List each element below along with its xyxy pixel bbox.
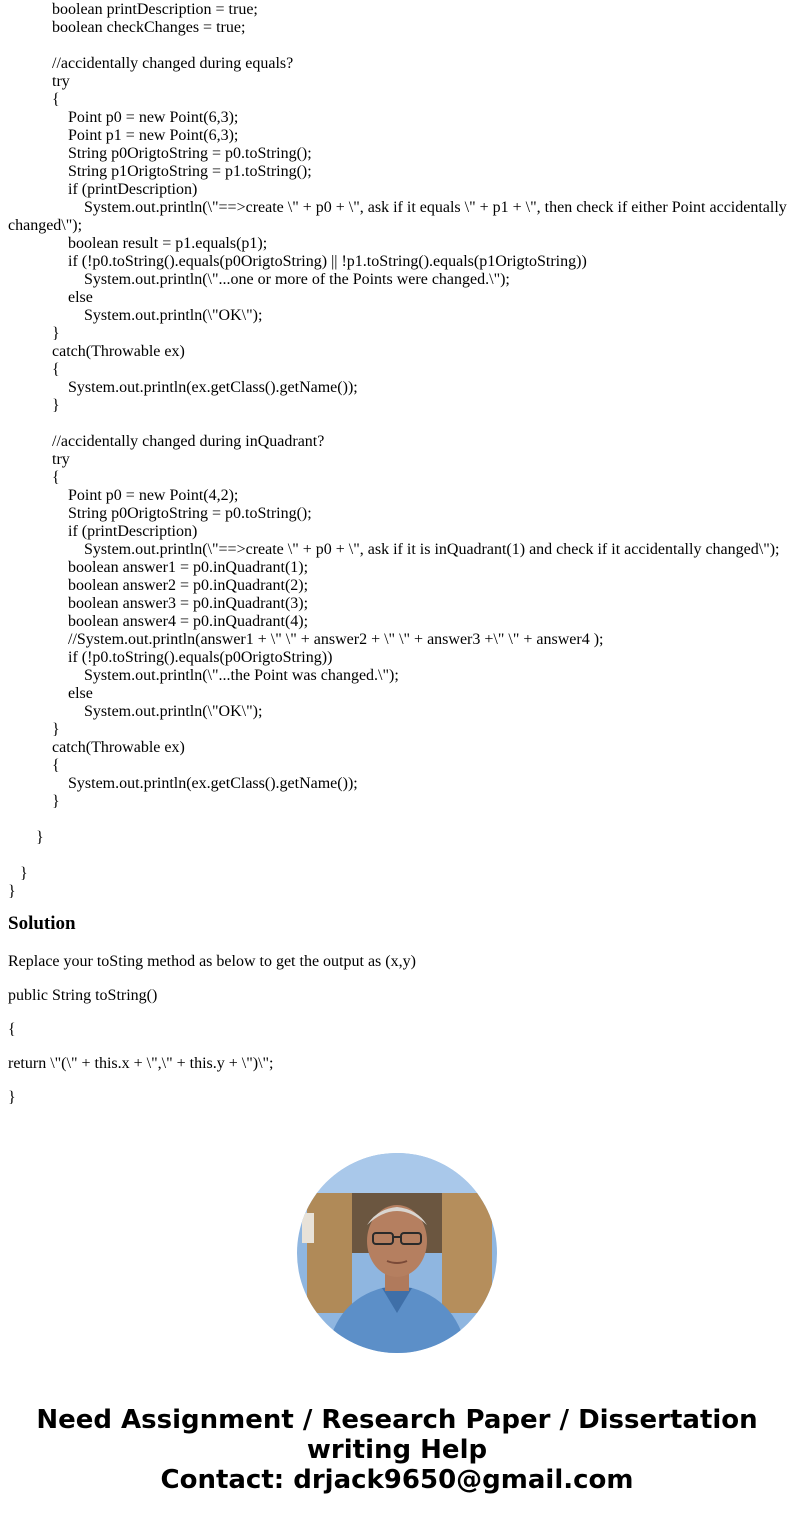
- code-line: System.out.println(ex.getClass().getName());: [8, 775, 358, 792]
- code-line: {: [8, 757, 60, 774]
- code-line: boolean answer1 = p0.inQuadrant(1);: [8, 559, 309, 576]
- code-line: System.out.println(\"OK\");: [8, 703, 263, 720]
- code-line: {: [8, 361, 60, 378]
- code-line: Point p0 = new Point(6,3);: [8, 109, 239, 126]
- solution-code-line: }: [8, 1089, 16, 1106]
- code-line: //accidentally changed during equals?: [8, 55, 294, 72]
- code-line: System.out.println(\"OK\");: [8, 307, 263, 324]
- code-line: }: [8, 829, 44, 846]
- code-line: }: [8, 883, 16, 900]
- solution-code-line: public String toString(): [8, 987, 158, 1004]
- code-line: System.out.println(\"...the Point was changed.\");: [8, 667, 399, 684]
- code-line: String p0OrigtoString = p0.toString();: [8, 505, 312, 522]
- author-photo: [297, 1153, 497, 1353]
- code-line: System.out.println(\"==>create \" + p0 + \", ask if it equals \" + p1 + \", then check if either Point accidentally changed\");: [8, 199, 791, 234]
- code-line: {: [8, 469, 60, 486]
- code-line: [8, 811, 794, 829]
- solution-heading: Solution: [8, 913, 76, 934]
- code-line: boolean result = p1.equals(p1);: [8, 235, 268, 252]
- code-line: if (printDescription): [8, 523, 198, 540]
- code-line: boolean checkChanges = true;: [8, 19, 246, 36]
- author-avatar: [297, 1153, 497, 1353]
- promo-line: writing Help: [306, 1435, 488, 1465]
- solution-intro: Replace your toSting method as below to get the output as (x,y): [8, 953, 416, 970]
- code-line: //System.out.println(answer1 + \" \" + answer2 + \" \" + answer3 +\" \" + answer4 );: [8, 631, 604, 648]
- code-line: try: [8, 73, 70, 90]
- code-line: if (!p0.toString().equals(p0OrigtoString)): [8, 649, 333, 666]
- promo-contact: Contact: drjack9650@gmail.com: [160, 1465, 634, 1495]
- solution-code-line: {: [8, 1021, 16, 1038]
- code-line: boolean printDescription = true;: [8, 1, 258, 18]
- promo-line: Need Assignment / Research Paper / Dissertation: [36, 1405, 758, 1435]
- code-line: System.out.println(ex.getClass().getName());: [8, 379, 358, 396]
- code-line: }: [8, 397, 60, 414]
- code-line: if (!p0.toString().equals(p0OrigtoString) || !p1.toString().equals(p1OrigtoString)): [8, 253, 587, 270]
- code-line: catch(Throwable ex): [8, 739, 185, 756]
- code-line: }: [8, 325, 60, 342]
- code-line: }: [8, 793, 60, 810]
- code-line: catch(Throwable ex): [8, 343, 185, 360]
- solution-code-line: return \"(\" + this.x + \",\" + this.y + \")\";: [8, 1055, 274, 1072]
- code-line: }: [8, 865, 28, 882]
- code-line: try: [8, 451, 70, 468]
- code-listing: [8, 1, 794, 901]
- code-line: [8, 415, 794, 433]
- code-line: System.out.println(\"...one or more of the Points were changed.\");: [8, 271, 510, 288]
- promo-banner: [0, 1405, 794, 1495]
- code-line: Point p1 = new Point(6,3);: [8, 127, 239, 144]
- code-line: if (printDescription): [8, 181, 198, 198]
- code-line: boolean answer2 = p0.inQuadrant(2);: [8, 577, 309, 594]
- code-line: //accidentally changed during inQuadrant?: [8, 433, 325, 450]
- code-line: [8, 847, 794, 865]
- code-line: System.out.println(\"==>create \" + p0 + \", ask if it is inQuadrant(1) and check if it accidentally changed\");: [8, 541, 780, 558]
- code-line: Point p0 = new Point(4,2);: [8, 487, 239, 504]
- code-line: else: [8, 289, 93, 306]
- code-line: }: [8, 721, 60, 738]
- code-line: boolean answer3 = p0.inQuadrant(3);: [8, 595, 309, 612]
- code-line: {: [8, 91, 60, 108]
- code-line: boolean answer4 = p0.inQuadrant(4);: [8, 613, 309, 630]
- code-line: String p0OrigtoString = p0.toString();: [8, 145, 312, 162]
- code-line: else: [8, 685, 93, 702]
- code-line: String p1OrigtoString = p1.toString();: [8, 163, 312, 180]
- code-line: [8, 37, 794, 55]
